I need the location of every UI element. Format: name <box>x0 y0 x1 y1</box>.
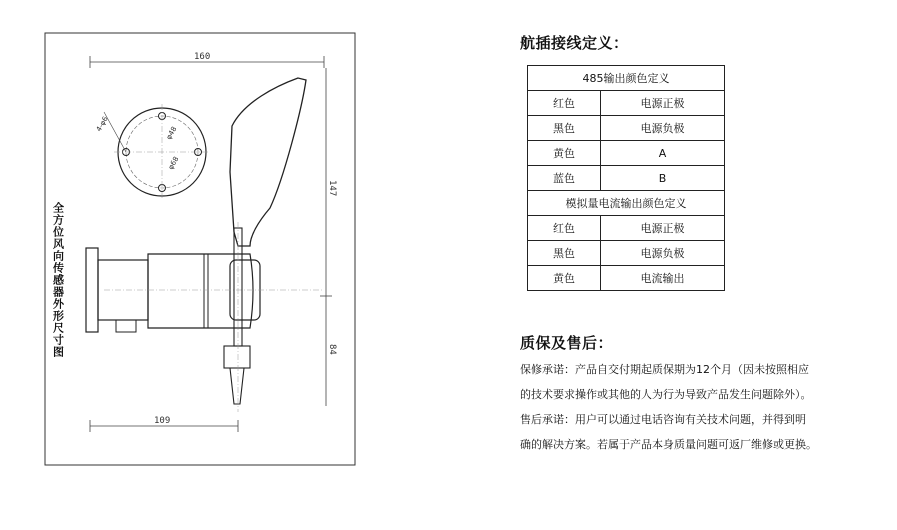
dim-height: 147 <box>327 180 337 197</box>
table-row: 黑色 电源负极 <box>528 116 725 141</box>
dim-base-width: 109 <box>154 416 171 426</box>
table-section-header <box>528 66 725 91</box>
svg-text:φ68: φ68 <box>166 155 181 171</box>
dimension-drawing <box>44 32 356 466</box>
drawing-title: 全方位风向传感器外形尺寸图 <box>51 202 65 358</box>
sensor-shaft <box>224 222 250 412</box>
table-section-header <box>528 191 725 216</box>
table-row: 黄色 电流输出 <box>528 266 725 291</box>
warranty-line: 保修承诺：产品自交付期起质保期为12个月（因未按照相应 <box>520 363 809 376</box>
table-row: 黑色 电源负极 <box>528 241 725 266</box>
sensor-body <box>86 248 324 332</box>
table-row: 蓝色 B <box>528 166 725 191</box>
table-row: 红色 电源正极 <box>528 216 725 241</box>
warranty-heading: 质保及售后： <box>520 334 614 352</box>
table-row: 红色 电源正极 <box>528 91 725 116</box>
table-row: 黄色 A <box>528 141 725 166</box>
warranty-line: 的技术要求操作或其他的人为行为导致产品发生问题除外）。 <box>520 388 812 401</box>
wiring-heading: 航插接线定义： <box>520 34 629 52</box>
drawing-frame <box>45 33 355 465</box>
dim-lower: 84 <box>327 344 337 355</box>
dim-total-width: 160 <box>194 52 211 62</box>
warranty-line: 售后承诺：用户可以通过电话咨询有关技术问题，并得到明 <box>520 413 806 426</box>
section-analog-title: 模拟量电流输出颜色定义 <box>528 191 725 216</box>
wiring-table <box>527 65 725 291</box>
svg-text:φ48: φ48 <box>164 125 179 141</box>
vane-tail <box>230 78 306 246</box>
flange-view <box>95 104 210 200</box>
warranty-line: 确的解决方案。若属于产品本身质量问题可返厂维修或更换。 <box>520 438 817 451</box>
section-485-title: 485输出颜色定义 <box>528 66 725 91</box>
svg-text:4-φ6: 4-φ6 <box>94 115 110 133</box>
